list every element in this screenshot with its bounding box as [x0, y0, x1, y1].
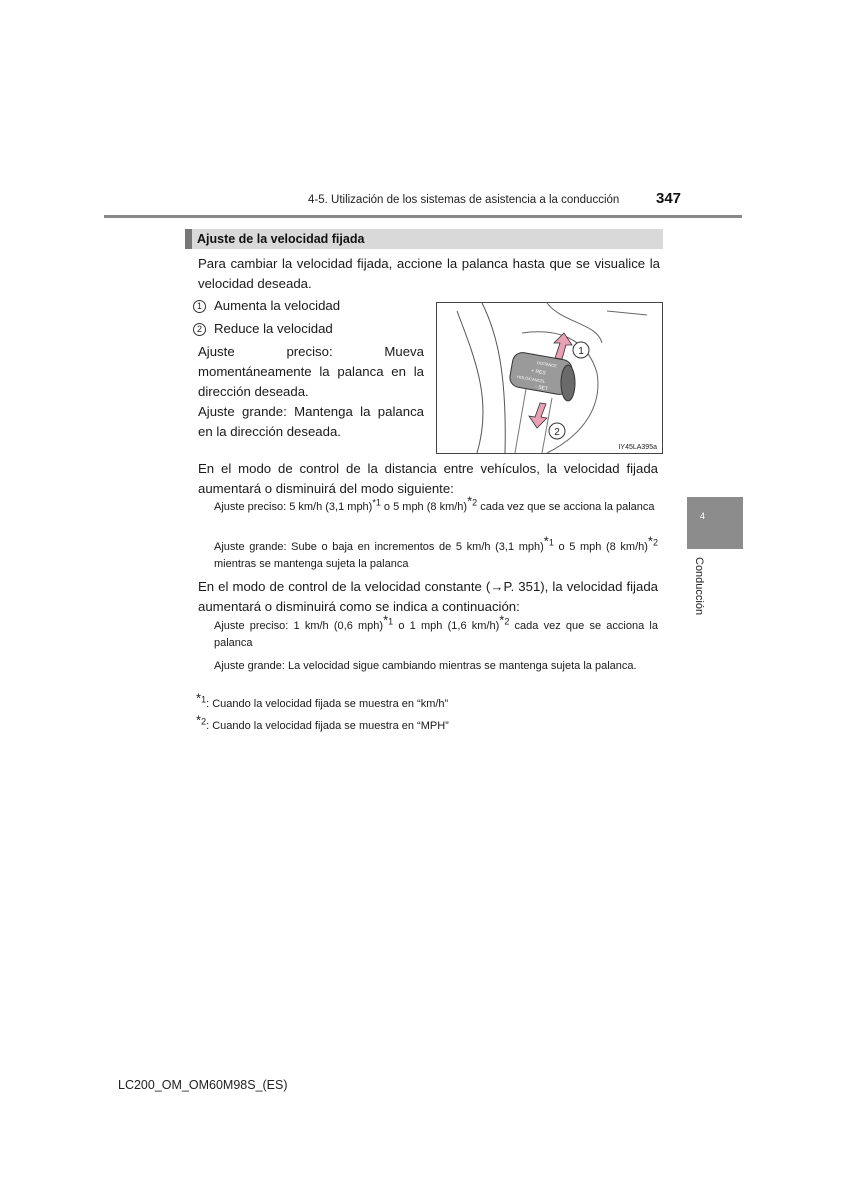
lever-drawing — [437, 303, 662, 453]
lever-label-res: + RES — [530, 368, 547, 377]
arrow-up-icon — [554, 333, 572, 359]
lever-label-set: - SET — [534, 384, 549, 393]
section-title: Ajuste de la velocidad fijada — [197, 232, 365, 246]
footnote-2: $^{*2}$: Cuando la velocidad fijada se muestra en “MPH” — [196, 712, 449, 732]
callout-number-2: 2 — [193, 323, 206, 336]
header-rule — [104, 215, 742, 218]
lever-illustration — [436, 302, 663, 454]
lever-label-hold: HOLD/CANCEL — [516, 374, 546, 384]
arrow-down-icon — [529, 403, 547, 428]
chapter-header: 4-5. Utilización de los sistemas de asistencia a la conducción — [308, 194, 620, 206]
chapter-tab — [687, 497, 743, 549]
distance-mode-text: En el modo de control de la distancia entre vehículos, la velocidad fijada aumentará o disminuirá del modo siguiente: — [198, 461, 658, 496]
constant-coarse-adjust: Ajuste grande: La velocidad sigue cambiando mientras se mantenga sujeta la palanca. — [214, 660, 637, 672]
item-increase-speed: Aumenta la velocidad — [214, 298, 341, 313]
lever-label-distance: DISTANCE — [536, 360, 558, 369]
chapter-tab-label: Conducción — [693, 557, 705, 616]
fine-adjust-text: Ajuste preciso: Mueva momentáneamente la palanca en la dirección deseada. — [198, 344, 424, 399]
callout-number-1: 1 — [193, 300, 206, 313]
page-number: 347 — [656, 190, 682, 207]
figure-code: IY45LA395a — [618, 444, 657, 451]
distance-fine-adjust: Ajuste preciso: 5 km/h (3,1 mph)$^{*1}$ o 5 mph (8 km/h)$^{*2}$ cada vez que se acciona la palanca — [214, 493, 655, 513]
chapter-tab-number: 4 — [700, 511, 706, 521]
document-code-footer: LC200_OM_OM60M98S_(ES) — [118, 1078, 288, 1092]
distance-coarse-adjust: Ajuste grande: Sube o baja en incrementos de 5 km/h (3,1 mph)$^{*1}$ o 5 mph (8 km/h)$^{*2}$ mientras se mantenga sujeta la palanca — [214, 533, 658, 570]
footnote-1: $^{*1}$: Cuando la velocidad fijada se muestra en “km/h” — [196, 690, 449, 710]
coarse-adjust-text: Ajuste grande: Mantenga la palanca en la dirección deseada. — [198, 404, 424, 439]
figure-callout-1: 1 — [578, 346, 584, 357]
constant-mode-text: En el modo de control de la velocidad constante (→P. 351), la velocidad fijada aumentará o disminuirá como se indica a continuación: — [198, 579, 658, 614]
item-decrease-speed: Reduce la velocidad — [214, 321, 333, 336]
constant-fine-adjust: Ajuste preciso: 1 km/h (0,6 mph)$^{*1}$ o 1 mph (1,6 km/h)$^{*2}$ cada vez que se acciona la palanca — [214, 612, 658, 649]
figure-callout-2: 2 — [554, 427, 560, 438]
intro-paragraph: Para cambiar la velocidad fijada, accione la palanca hasta que se visualice la velocidad deseada. — [198, 256, 660, 291]
